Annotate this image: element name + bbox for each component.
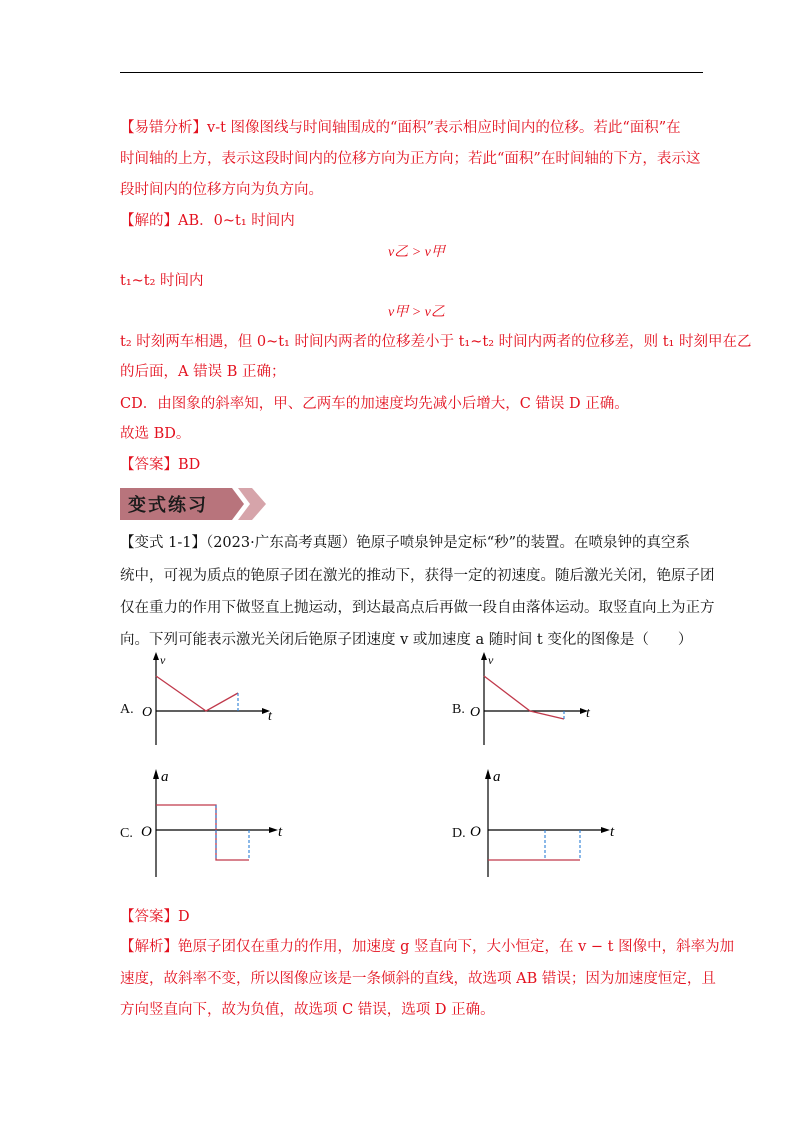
option-b-x-label: t: [586, 706, 590, 721]
analysis-line-3: 段时间内的位移方向为负方向。: [120, 182, 323, 198]
solution-line-5: CD．由图象的斜率知，甲、乙两车的加速度均先减小后增大，C 错误 D 正确。: [120, 396, 629, 412]
banner-label: 变式练习: [128, 495, 208, 515]
final-analysis-line-3: 方向竖直向下，故为负值，故选项 C 错误，选项 D 正确。: [120, 1002, 495, 1018]
option-d-label: D.: [452, 826, 466, 841]
option-b-v-line: [484, 676, 564, 719]
option-c-a-line: [156, 805, 249, 860]
solution-line-2: t₁~t₂ 时间内: [120, 273, 204, 289]
solution-line-1: 【解的】AB．0~t₁ 时间内: [120, 213, 295, 229]
option-c-y-label: a: [161, 769, 169, 785]
option-d-origin: O: [470, 824, 481, 840]
option-c-label: C.: [120, 826, 133, 841]
option-d-y-arrow-icon: [485, 769, 491, 779]
option-c-y-arrow-icon: [153, 769, 159, 779]
variant-line-3: 仅在重力的作用下做竖直上抛运动，到达最高点后再做一段自由落体运动。取竖直向上为正方: [120, 600, 715, 616]
option-b-label: B.: [452, 702, 465, 717]
option-a-y-arrow-icon: [153, 652, 159, 660]
variant-line-2: 统中，可视为质点的铯原子团在激光的推动下，获得一定的初速度。随后激光关闭，铯原子团: [120, 568, 715, 584]
equation-2: v甲 > v乙: [388, 305, 445, 320]
option-c-origin: O: [141, 824, 152, 840]
option-b-origin: O: [470, 705, 481, 720]
option-d-graph: [468, 765, 628, 885]
option-a-y-label: v: [160, 653, 166, 667]
final-answer: 【答案】D: [120, 909, 190, 925]
option-a-label: A.: [120, 702, 134, 717]
option-a-v-line: [156, 676, 238, 711]
final-analysis-line-2: 速度，故斜率不变，所以图像应该是一条倾斜的直线，故选项 AB 错误；因为加速度恒定，且: [120, 971, 716, 987]
option-b-y-label: v: [488, 653, 494, 667]
solution-line-6: 故选 BD。: [120, 426, 191, 442]
header-rule: [120, 72, 703, 73]
variant-line-1: 【变式 1-1】（2023·广东高考真题）铯原子喷泉钟是定标“秒”的装置。在喷泉钟的真空系: [120, 535, 691, 551]
option-b-y-arrow-icon: [481, 652, 487, 660]
analysis-line-2: 时间轴的上方，表示这段时间内的位移方向为正方向；若此“面积”在时间轴的下方，表示这: [120, 151, 701, 167]
option-c-graph: [136, 765, 296, 885]
variant-line-4: 向。下列可能表示激光关闭后铯原子团速度 v 或加速度 a 随时间 t 变化的图像是（ ）: [120, 632, 693, 648]
option-c-x-arrow-icon: [269, 827, 278, 833]
option-a-graph: [136, 650, 286, 750]
solution-line-4: 的后面，A 错误 B 正确；: [120, 364, 286, 380]
solution-answer: 【答案】BD: [120, 457, 201, 473]
final-analysis-line-1: 【解析】铯原子团仅在重力的作用，加速度 g 竖直向下，大小恒定，在 v − t 图像中，斜率为加: [120, 939, 735, 955]
option-d-x-arrow-icon: [601, 827, 610, 833]
option-d-x-label: t: [610, 824, 615, 840]
analysis-line-1: 【易错分析】v-t 图像图线与时间轴围成的“面积”表示相应时间内的位移。若此“面积”在: [120, 120, 681, 136]
option-c-x-label: t: [278, 824, 283, 840]
variant-practice-banner: [120, 486, 270, 522]
solution-line-3: t₂ 时刻两车相遇，但 0~t₁ 时间内两者的位移差小于 t₁~t₂ 时间内两者的位移差，则 t₁ 时刻甲在乙: [120, 334, 752, 350]
option-a-x-label: t: [268, 709, 272, 724]
equation-1: v乙 > v甲: [388, 245, 445, 260]
option-b-graph: [468, 650, 618, 750]
option-d-y-label: a: [493, 769, 501, 785]
option-a-origin: O: [142, 705, 153, 720]
